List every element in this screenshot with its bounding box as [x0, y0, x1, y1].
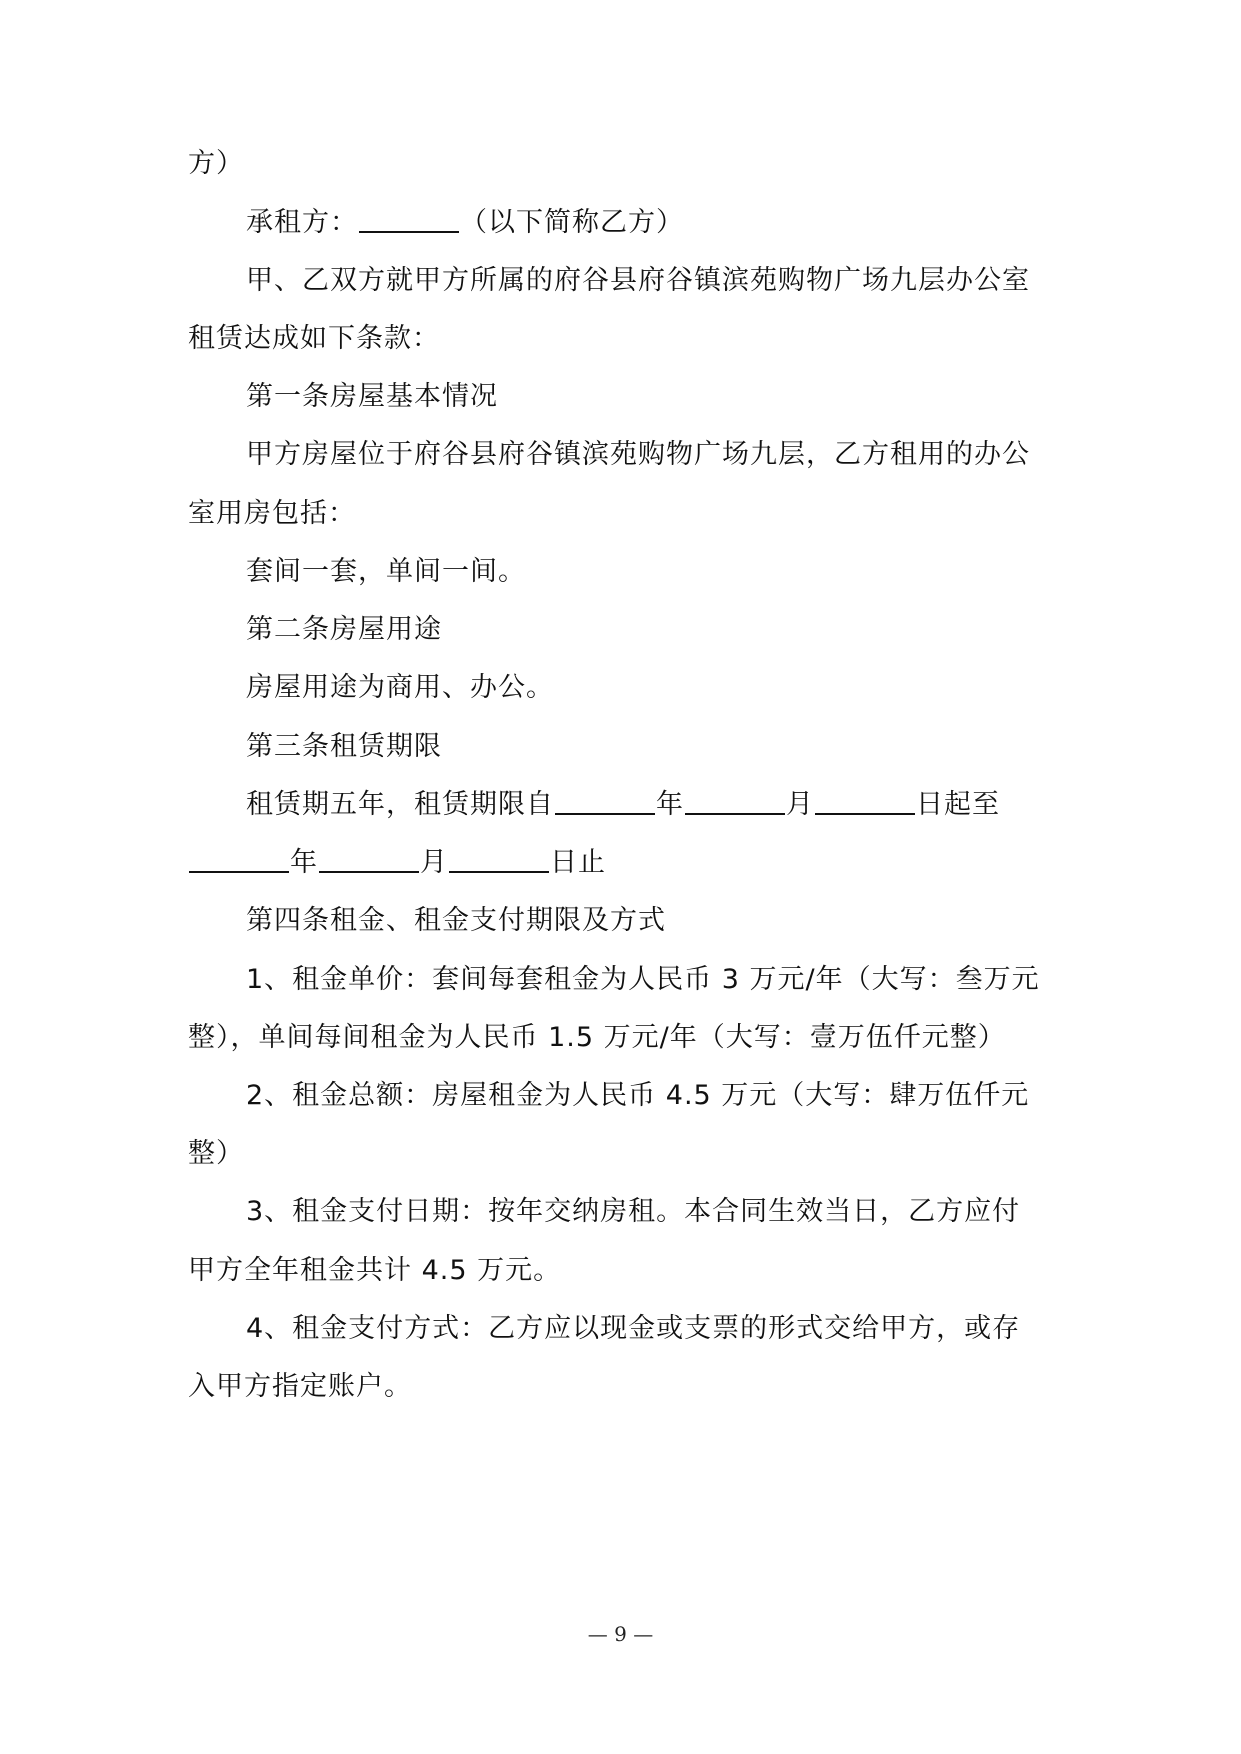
text-line	[188, 1367, 412, 1407]
text-fragment: 3、租金支付日期：按年交纳房租。本合同生效当日，乙方应付	[246, 1196, 1021, 1227]
text-fragment: 甲方全年租金共计 4.5 万元。	[188, 1255, 562, 1286]
text-fragment: 租赁期五年，租赁期限自	[246, 789, 554, 820]
text-fragment: 整）	[188, 1138, 244, 1169]
text-line	[246, 1076, 1029, 1116]
text-line	[246, 1309, 1020, 1349]
text-fragment: 套间一套，单间一间。	[246, 556, 526, 587]
text-fragment: 甲方房屋位于府谷县府谷镇滨苑购物广场九层，乙方租用的办公	[246, 439, 1030, 470]
text-line	[188, 1018, 1006, 1058]
text-fragment: 日起至	[916, 789, 1000, 820]
text-fragment: 月	[786, 789, 814, 820]
text-fragment: 入甲方指定账户。	[188, 1371, 412, 1402]
text-line	[188, 319, 440, 359]
article-heading	[246, 901, 666, 941]
text-fragment: 4、租金支付方式：乙方应以现金或支票的形式交给甲方，或存	[246, 1313, 1021, 1344]
article-heading	[246, 727, 442, 767]
tenant-note: （以下简称乙方）	[460, 207, 684, 238]
text-line	[246, 435, 1030, 475]
text-fragment: 第一条房屋基本情况	[246, 381, 498, 412]
text-line	[246, 668, 554, 708]
end-year-blank	[189, 843, 289, 873]
text-line	[188, 1134, 244, 1174]
text-line	[246, 552, 526, 592]
text-line	[188, 1251, 561, 1291]
text-line	[246, 960, 1040, 1000]
text-fragment: 整），单间每间租金为人民币 1.5 万元/年（大写：壹万伍仟元整）	[188, 1022, 1006, 1053]
text-fragment: 日止	[550, 847, 606, 878]
end-month-blank	[319, 843, 419, 873]
text-line	[188, 494, 356, 534]
article-heading	[246, 377, 498, 417]
text-line	[246, 261, 1030, 301]
text-line	[188, 144, 244, 184]
text-fragment: 第四条租金、租金支付期限及方式	[246, 905, 666, 936]
start-month-blank	[685, 785, 785, 815]
start-day-blank	[815, 785, 915, 815]
text-fragment: 月	[420, 847, 448, 878]
text-fragment: 甲、乙双方就甲方所属的府谷县府谷镇滨苑购物广场九层办公室	[246, 265, 1030, 296]
text-fragment: 年	[290, 847, 318, 878]
start-year-blank	[555, 785, 655, 815]
tenant-label: 承租方：	[246, 207, 358, 238]
lease-period-line	[246, 785, 1000, 825]
tenant-line	[246, 203, 684, 243]
text-fragment: 2、租金总额：房屋租金为人民币 4.5 万元（大写：肆万伍仟元	[246, 1080, 1030, 1111]
text-fragment: 第三条租赁期限	[246, 731, 442, 762]
text-line	[246, 1192, 1020, 1232]
text-fragment: 1、租金单价：套间每套租金为人民币 3 万元/年（大写：叁万元	[246, 964, 1040, 995]
article-heading	[246, 610, 442, 650]
tenant-blank	[359, 203, 459, 233]
lease-period-end-line	[188, 843, 606, 883]
end-day-blank	[449, 843, 549, 873]
text-fragment: 房屋用途为商用、办公。	[246, 672, 554, 703]
text-fragment: 年	[656, 789, 684, 820]
text-fragment: 租赁达成如下条款：	[188, 323, 440, 354]
text-fragment: 第二条房屋用途	[246, 614, 442, 645]
text-fragment: 方）	[188, 148, 244, 179]
text-fragment: 室用房包括：	[188, 498, 356, 529]
page-number: — 9 —	[587, 1622, 654, 1646]
